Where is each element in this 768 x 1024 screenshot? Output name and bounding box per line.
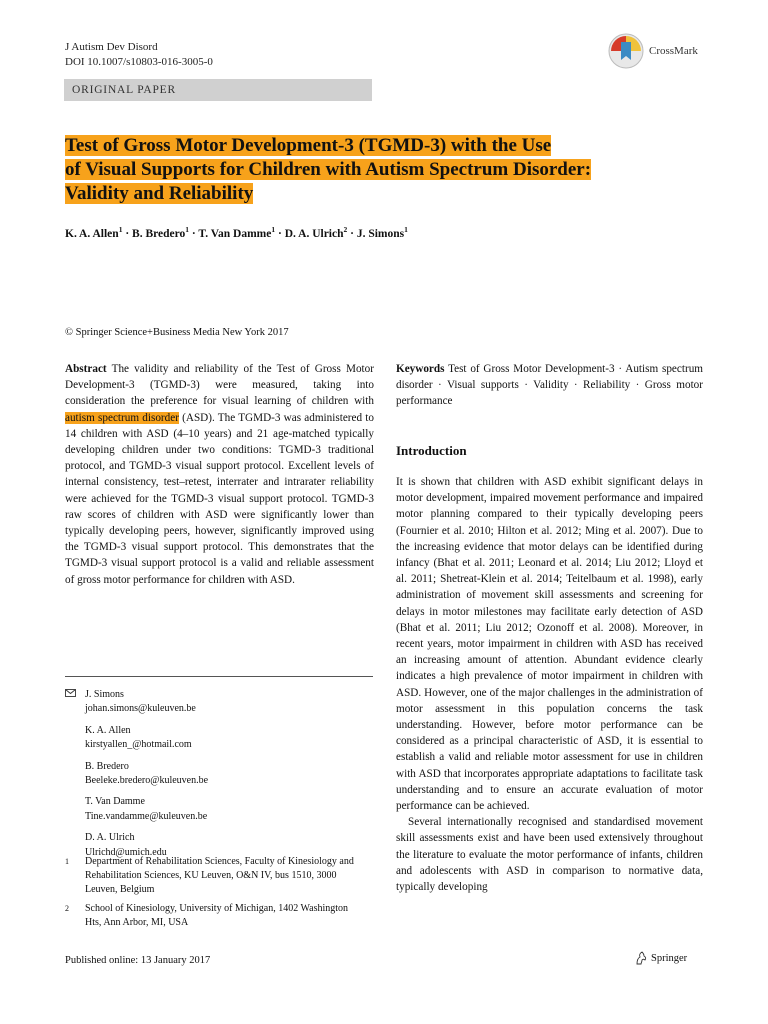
author-name[interactable]: B. Bredero <box>132 227 186 240</box>
contact-email[interactable]: Ulrichd@umich.edu <box>85 846 167 858</box>
author-name[interactable]: J. Simons <box>356 227 405 240</box>
keywords <box>396 361 703 410</box>
abstract-text-start: The validity and reliability of the Test of Gross Motor Development-3 (TGMD-3) were measured, taking into consideration the preference for visual learning of children with <box>65 363 374 408</box>
abstract-label: Abstract <box>65 363 107 375</box>
article-title <box>65 134 665 206</box>
keywords-label: Keywords <box>396 363 445 375</box>
introduction-heading: Introduction <box>396 443 467 458</box>
abstract-highlight: autism spectrum disorder <box>65 411 179 424</box>
author-affiliation: 1 <box>185 225 190 234</box>
affiliation-text: Department of Rehabilitation Sciences, Faculty of Kinesiology and Rehabilitation Sciences, KU Leuven, O&N IV, bus 1510, 3000 Leuven, Belgium <box>85 856 354 895</box>
affiliation-text: School of Kinesiology, University of Michigan, 1402 Washington Hts, Ann Arbor, MI, USA <box>85 903 349 928</box>
contact-name: B. Bredero <box>85 760 129 772</box>
contact-email[interactable]: Beeleke.bredero@kuleuven.be <box>85 775 209 787</box>
publisher-logo[interactable] <box>634 951 687 965</box>
contact-entry <box>65 795 208 824</box>
intro-paragraph-1: It is shown that children with ASD exhibit significant delays in motor development, impaired movement performance and impaired motor planning compared to their typically developing peers (Fournier et al. 2010; Hilton et al. 2012; Ming et al. 2007). Due to the increasing evidence that motor delays can be identified during infancy (Bhat et al. 2011; Leonard et al. 2014; Liu 2012; Lloyd et al. 2011; Shetreat-Klein et al. 2014; Teitelbaum et al. 1998), early administration of movement skill assessments and screening for delays in motor milestones may facilitate early detection of ASD (Bhat et al. 2011; Liu 2012; Ozonoff et al. 2008). Moreover, in recent years, motor impairment in children with ASD has received an increasing amount of attention. Abundant evidence clearly indicates a high prevalence of motor impairment in children with ASD. However, one of the major challenges in the administration of motor assessment in this population concerns the task understanding. However, before motor performance can be considered as a principal characteristic of ASD, it is essential to establish a valid and reliable motor assessment for use in children with ASD that incorporates appropriate adaptations to facilitate task understanding and to ensure an accurate evaluation of motor performance can be achieved. <box>396 476 703 813</box>
intro-paragraph-2: Several internationally recognised and standardised movement skill assessments exist and have been used extensively throughout the literature to evaluate the motor performance of infants, children and adolescents with ASD in comparison to normative data, typically developing <box>396 816 703 894</box>
title-line-3: Validity and Reliability <box>65 183 254 204</box>
abstract-text-end: (ASD). The TGMD-3 was administered to 14 children with ASD (4–10 years) and 21 age-matched typically developing children under two conditions: TGMD-3 traditional protocol, and TGMD-3 visual support protocol. Excellent levels of internal consistency, test–retest, interrater and intrarater reliability were achieved for the TGMD-3 visual support protocol. TGMD-3 raw scores of children with ASD were significantly lower than typically developing peers, however, significantly improved using the TGMD-3 visual support protocol. This demonstrates that the TGMD-3 visual support protocol is a valid and reliable assessment of gross motor performance for children with ASD. <box>65 411 375 586</box>
contact-email[interactable]: johan.simons@kuleuven.be <box>85 703 196 715</box>
author-name[interactable]: T. Van Damme <box>198 227 272 240</box>
contact-list <box>65 688 208 867</box>
introduction-body <box>396 474 703 895</box>
author-affiliation: 1 <box>404 225 408 234</box>
published-date: Published online: 13 January 2017 <box>65 955 211 966</box>
crossmark-label: CrossMark <box>649 45 698 57</box>
affiliation-entry <box>65 855 365 897</box>
author-affiliation: 2 <box>343 225 348 234</box>
author-affiliation: 1 <box>271 225 276 234</box>
journal-name: J Autism Dev Disord <box>65 41 158 53</box>
title-line-1: Test of Gross Motor Development-3 (TGMD-3) with the Use <box>65 135 552 156</box>
springer-horse-icon <box>634 951 648 965</box>
keywords-text: Test of Gross Motor Development-3 · Autism spectrum disorder · Visual supports · Validity · Reliability · Gross motor performance <box>396 363 703 408</box>
affiliation-number: 2 <box>65 904 69 913</box>
contact-name: K. A. Allen <box>85 724 131 736</box>
footnote-divider <box>65 676 373 677</box>
journal-header <box>65 40 213 70</box>
author-list: K. A. Allen$^1$ · B. Bredero$^1$ · T. Van Damme$^1$ · D. A. Ulrich$^2$ · J. Simons$^1$ <box>65 225 408 240</box>
author-name[interactable]: D. A. Ulrich <box>284 227 344 240</box>
contact-email[interactable]: kirstyallen_@hotmail.com <box>85 739 192 751</box>
crossmark-icon <box>607 32 645 70</box>
abstract <box>65 361 374 588</box>
contact-name: D. A. Ulrich <box>85 832 135 844</box>
envelope-icon <box>65 688 85 717</box>
contact-entry <box>65 688 208 717</box>
title-line-2: of Visual Supports for Children with Autism Spectrum Disorder: <box>65 159 592 180</box>
contact-name: J. Simons <box>85 689 124 700</box>
author-name[interactable]: K. A. Allen <box>65 227 119 240</box>
contact-email[interactable]: Tine.vandamme@kuleuven.be <box>85 810 208 822</box>
journal-doi[interactable]: DOI 10.1007/s10803-016-3005-0 <box>65 56 213 68</box>
paper-type-band: ORIGINAL PAPER <box>64 79 372 101</box>
contact-name: T. Van Damme <box>85 796 145 808</box>
affiliation-number: 1 <box>65 857 69 866</box>
author-affiliation: 1 <box>118 225 123 234</box>
copyright-notice: © Springer Science+Business Media New York 2017 <box>65 327 289 338</box>
contact-entry <box>65 760 208 789</box>
contact-entry <box>65 724 208 753</box>
affiliation-entry <box>65 902 365 930</box>
crossmark-badge[interactable] <box>607 32 698 70</box>
publisher-name: Springer <box>651 952 688 964</box>
